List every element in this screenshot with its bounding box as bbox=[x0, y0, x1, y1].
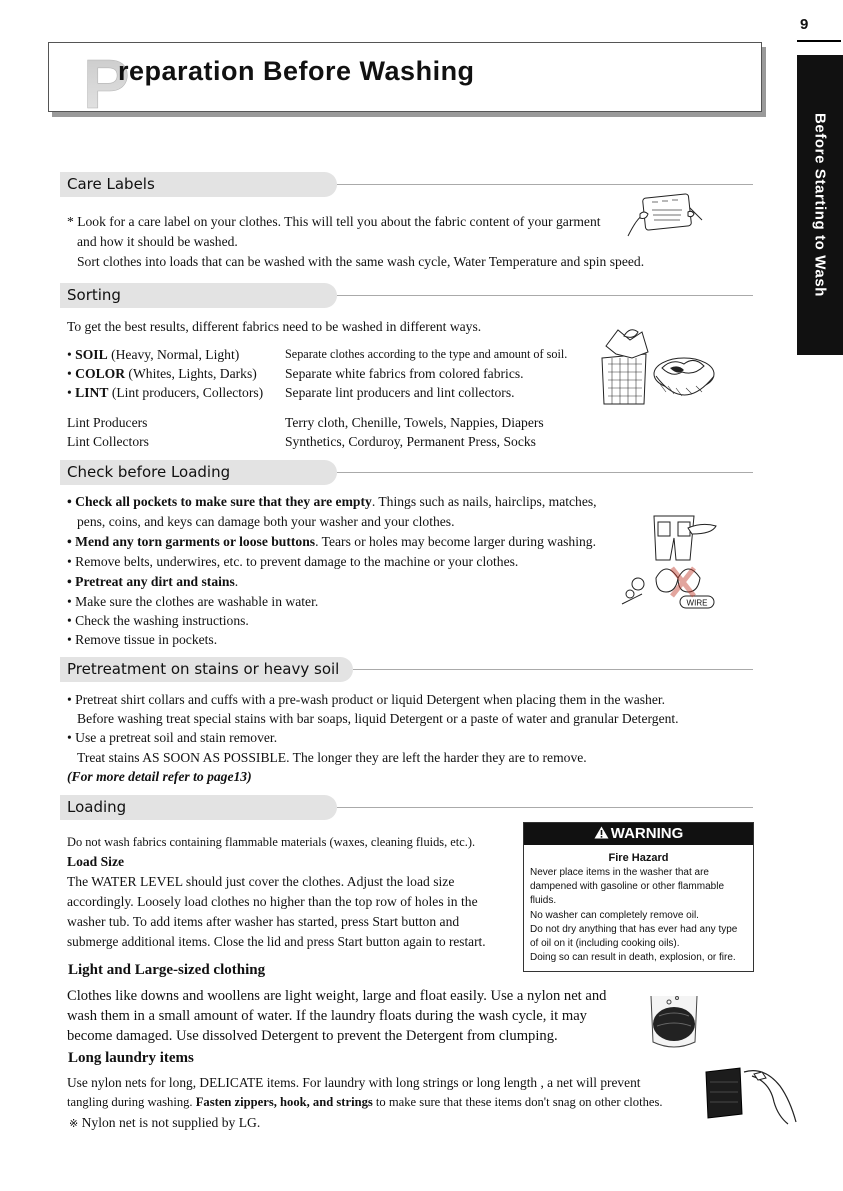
loading-line-4: washer tub. To add items after washer has started, press Start button and bbox=[67, 914, 460, 929]
check-line-8: • Remove tissue in pockets. bbox=[67, 632, 218, 647]
sorting-item-lint: • LINT (Lint producers, Collectors) bbox=[67, 385, 264, 400]
light-large-heading: Light and Large-sized clothing bbox=[68, 962, 266, 978]
loading-line-3: accordingly. Loosely load clothes no higher than the top row of holes in the bbox=[67, 894, 478, 909]
warning-line: dampened with gasoline or other flammable bbox=[530, 881, 724, 893]
warning-line: of oil on it (including cooking oils). bbox=[530, 938, 680, 950]
warning-line: No washer can completely remove oil. bbox=[530, 909, 699, 921]
lint-producers-label: Lint Producers bbox=[67, 415, 148, 430]
pretreat-line-3: • Use a pretreat soil and stain remover. bbox=[67, 730, 278, 745]
side-tab bbox=[797, 55, 843, 355]
pretreat-page-reference: (For more detail refer to page13) bbox=[67, 769, 252, 784]
sorting-intro: To get the best results, different fabrics need to be washed in different ways. bbox=[67, 319, 482, 334]
check-line-3: • Mend any torn garments or loose buttons. Tears or holes may become larger during washing. bbox=[67, 534, 596, 549]
warning-box bbox=[523, 822, 754, 972]
loading-line-1: Do not wash fabrics containing flammable materials (waxes, cleaning fluids, etc.). bbox=[67, 835, 476, 849]
long-line-1: Use nylon nets for long, DELICATE items. For laundry with long strings or long length , a net will prevent bbox=[67, 1075, 641, 1090]
sorting-desc-soil: Separate clothes according to the type and amount of soil. bbox=[285, 347, 568, 361]
warning-line: Do not dry anything that has ever had any type bbox=[530, 923, 738, 935]
warning-line: Doing so can result in death, explosion, or fire. bbox=[530, 952, 736, 964]
warning-line: Never place items in the washer that are bbox=[530, 867, 709, 878]
pretreat-line-4: Treat stains AS SOON AS POSSIBLE. The longer they are left the harder they are to remove. bbox=[77, 750, 587, 765]
lint-collectors-list: Synthetics, Corduroy, Permanent Press, Socks bbox=[285, 434, 536, 449]
care-line-2: and how it should be washed. bbox=[77, 234, 238, 249]
load-size-heading: Load Size bbox=[67, 854, 125, 869]
pretreat-line-2: Before washing treat special stains with bar soaps, liquid Detergent or a paste of water and granular Detergent. bbox=[77, 711, 679, 726]
wire-label: WIRE bbox=[686, 598, 708, 608]
loading-line-5: submerge additional items. Close the lid and press Start button again to restart. bbox=[67, 934, 486, 949]
page-number-rule bbox=[797, 40, 841, 42]
light-line-3: become damaged. Use dissolved Detergent to prevent the Detergent from clumping. bbox=[67, 1028, 558, 1044]
lint-collectors-label: Lint Collectors bbox=[67, 434, 149, 449]
sorting-item-soil: • SOIL (Heavy, Normal, Light) bbox=[67, 347, 240, 362]
lint-producers-list: Terry cloth, Chenille, Towels, Nappies, Diapers bbox=[285, 415, 544, 430]
check-line-1: • Check all pockets to make sure that they are empty. Things such as nails, hairclips, matches, bbox=[67, 494, 597, 509]
check-line-6: • Make sure the clothes are washable in water. bbox=[67, 594, 319, 609]
warning-title: WARNING bbox=[610, 825, 684, 842]
section-header-sorting: Sorting bbox=[60, 283, 753, 308]
pockets-and-underwire-illustration bbox=[616, 508, 720, 612]
check-line-4: • Remove belts, underwires, etc. to prevent damage to the machine or your clothes. bbox=[67, 554, 519, 569]
long-laundry-heading: Long laundry items bbox=[68, 1050, 194, 1066]
care-label-illustration bbox=[622, 190, 708, 242]
sorting-item-color: • COLOR (Whites, Lights, Darks) bbox=[67, 366, 257, 381]
side-tab-label: Before Starting to Wash bbox=[811, 112, 829, 298]
warning-line: fluids. bbox=[530, 895, 557, 907]
nylon-net-bag-illustration bbox=[704, 1062, 800, 1126]
section-header-care-labels: Care Labels bbox=[60, 172, 753, 197]
long-line-2: tangling during washing. Fasten zippers, hook, and strings to make sure that these items don't snag on other clothes. bbox=[67, 1095, 663, 1109]
nylon-net-note: ※ Nylon net is not supplied by LG. bbox=[69, 1115, 261, 1130]
check-line-5: • Pretreat any dirt and stains. bbox=[67, 574, 239, 589]
light-line-2: wash them in a small amount of water. If the laundry floats during the wash cycle, it may bbox=[67, 1008, 587, 1024]
title-initial-letter bbox=[83, 45, 130, 123]
warning-header bbox=[524, 823, 753, 845]
loading-line-2: The WATER LEVEL should just cover the clothes. Adjust the load size bbox=[67, 874, 455, 889]
section-header-check-before-loading: Check before Loading bbox=[60, 460, 753, 485]
page-number: 9 bbox=[800, 16, 809, 33]
care-line-1: * Look for a care label on your clothes. This will tell you about the fabric content of your garment bbox=[67, 214, 601, 229]
check-line-7: • Check the washing instructions. bbox=[67, 613, 249, 628]
section-header-loading: Loading bbox=[60, 795, 753, 820]
care-line-3: Sort clothes into loads that can be washed with the same wash cycle, Water Temperature and spin speed. bbox=[77, 254, 645, 269]
light-line-1: Clothes like downs and woollens are light weight, large and float easily. Use a nylon net and bbox=[67, 988, 607, 1004]
sorting-desc-lint: Separate lint producers and lint collectors. bbox=[285, 385, 515, 400]
pretreat-line-1: • Pretreat shirt collars and cuffs with a pre-wash product or liquid Detergent when placing them in the washer. bbox=[67, 692, 666, 707]
warning-subtitle: Fire Hazard bbox=[608, 852, 669, 864]
warning-triangle-icon bbox=[594, 826, 609, 839]
section-header-pretreatment: Pretreatment on stains or heavy soil bbox=[60, 657, 753, 682]
check-line-2: pens, coins, and keys can damage both your washer and your clothes. bbox=[77, 514, 455, 529]
sorting-desc-color: Separate white fabrics from colored fabrics. bbox=[285, 366, 524, 381]
net-in-water-illustration bbox=[645, 990, 703, 1050]
page-title: reparation Before Washing bbox=[118, 56, 475, 86]
svg-text:P: P bbox=[83, 45, 130, 123]
laundry-baskets-illustration bbox=[596, 324, 720, 408]
